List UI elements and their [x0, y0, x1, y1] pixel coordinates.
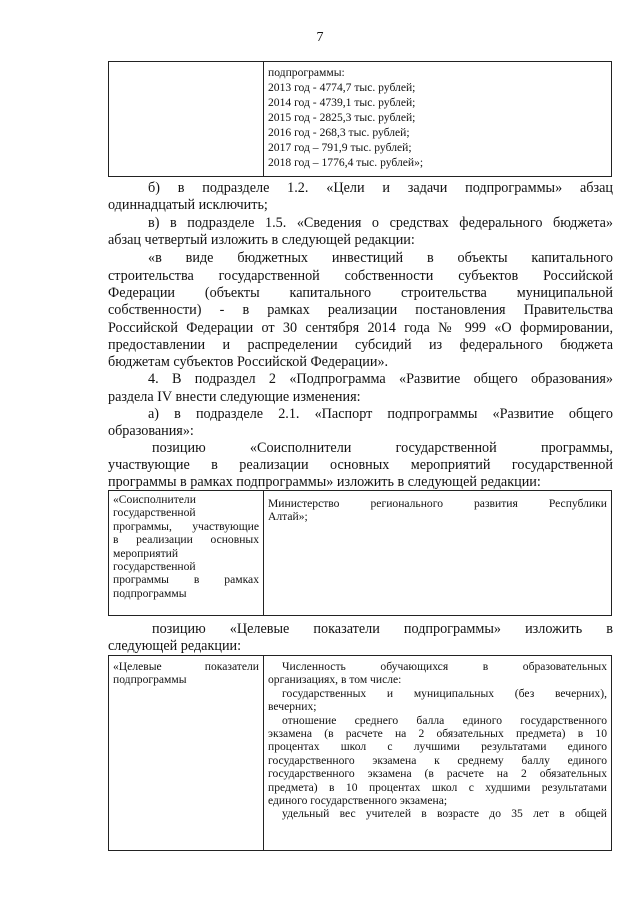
coexecutors-label-line: программы, участвующие [113, 519, 259, 533]
paragraph-4-line1: 4. В подраздел 2 «Подпрограмма «Развитие общего образования» [148, 371, 613, 387]
paragraph-v-line1: в) в подразделе 1.5. «Сведения о средствах федерального бюджета» [148, 215, 613, 231]
funding-line: 2016 год - 268,3 тыс. рублей; [268, 126, 410, 139]
coexecutors-label-line: в реализации основных [113, 533, 259, 547]
position-line: программы в рамках подпрограммы» изложить в следующей редакции: [108, 474, 541, 490]
paragraph-4-line2: раздела IV внести следующие изменения: [108, 389, 361, 405]
targets-value-line: удельный вес учителей в возрасте до 35 лет в общей [282, 807, 607, 821]
page-number: 7 [316, 30, 324, 45]
targets-value-line: экзамена (в расчете на 2 обязательных предмета) в 10 [268, 727, 607, 741]
position-line: участвующие в реализации основных мероприятий государственной [108, 457, 613, 473]
funding-table [108, 61, 612, 177]
quote-line: строительства государственной собственности субъектов Российской [108, 268, 613, 284]
funding-line: 2014 год - 4739,1 тыс. рублей; [268, 96, 416, 109]
targets-value-line: государственных и муниципальных (без вечерних), [282, 686, 607, 700]
paragraph-b-line1: б) в подразделе 1.2. «Цели и задачи подпрограммы» абзац [148, 180, 613, 196]
targets-table [108, 655, 612, 851]
quote-line: бюджетам субъектов Российской Федерации». [108, 354, 389, 370]
paragraph-a-line2: образования»: [108, 423, 194, 439]
coexecutors-label-line: «Соисполнители [113, 493, 196, 506]
coexecutors-label-line: государственной [113, 560, 196, 574]
funding-table-left-cell [109, 62, 264, 177]
funding-line: 2017 год – 791,9 тыс. рублей; [268, 141, 412, 154]
funding-line: 2015 год - 2825,3 тыс. рублей; [268, 111, 416, 124]
coexecutors-value-line: Алтай»; [268, 510, 308, 524]
coexecutors-value-line: Министерство регионального развития Республики [268, 497, 607, 510]
funding-line: 2018 год – 1776,4 тыс. рублей»; [268, 156, 424, 169]
targets-label-line: «Целевые показатели [113, 660, 259, 673]
coexecutors-value-cell [264, 491, 612, 616]
targets-value-line: предмета) в 10 процентах школ с худшими результатами [268, 780, 607, 794]
coexecutors-label-line: подпрограммы [113, 586, 187, 600]
targets-value-line: вечерних; [268, 700, 317, 714]
coexecutors-table [108, 490, 612, 616]
coexecutors-label-line: мероприятий [113, 546, 179, 560]
paragraph-b-line2: одиннадцатый исключить; [108, 197, 268, 213]
coexecutors-label-line: государственной [113, 506, 196, 520]
position-line: позицию «Соисполнители государственной программы, [152, 440, 613, 456]
funding-table-right-cell [264, 62, 612, 177]
targets-label-line: подпрограммы [113, 673, 187, 687]
position2-line1: позицию «Целевые показатели подпрограммы» изложить в [152, 621, 613, 637]
quote-line: «в виде бюджетных инвестиций в объекты капитального [148, 250, 613, 266]
targets-value-line: государственного экзамена (в расчете на 2 обязательных [268, 767, 607, 781]
targets-value-line: Численность обучающихся в образовательных [282, 660, 607, 673]
paragraph-a-line1: а) в подразделе 2.1. «Паспорт подпрограммы «Развитие общего [148, 406, 613, 422]
paragraph-v-line2: абзац четвертый изложить в следующей редакции: [108, 232, 415, 248]
funding-line: 2013 год - 4774,7 тыс. рублей; [268, 81, 416, 94]
quote-line: Российской Федерации от 30 сентября 2014 года № 999 «О формировании, [108, 320, 613, 336]
targets-value-line: единого государственного экзамена; [268, 794, 448, 808]
quote-line: собственности) - в рамках реализации постановления Правительства [108, 302, 613, 318]
coexecutors-label-cell [109, 491, 264, 616]
position2-line2: следующей редакции: [108, 638, 242, 654]
targets-value-line: отношение среднего балла единого государственного [282, 713, 607, 727]
targets-label-cell [109, 656, 264, 851]
targets-value-cell [264, 656, 612, 851]
funding-heading: подпрограммы: [268, 66, 345, 79]
quote-line: предоставлении и распределении субсидий из федерального бюджета [108, 337, 613, 353]
targets-value-line: процентах школ с лучшими результатами единого [268, 740, 607, 754]
targets-value-line: государственного экзамена к среднему баллу единого [268, 753, 607, 767]
quote-line: Федерации (объекты капитального строительства муниципальной [108, 285, 613, 301]
targets-value-line: организациях, в том числе: [268, 673, 402, 687]
coexecutors-label-line: программы в рамках [113, 573, 259, 587]
